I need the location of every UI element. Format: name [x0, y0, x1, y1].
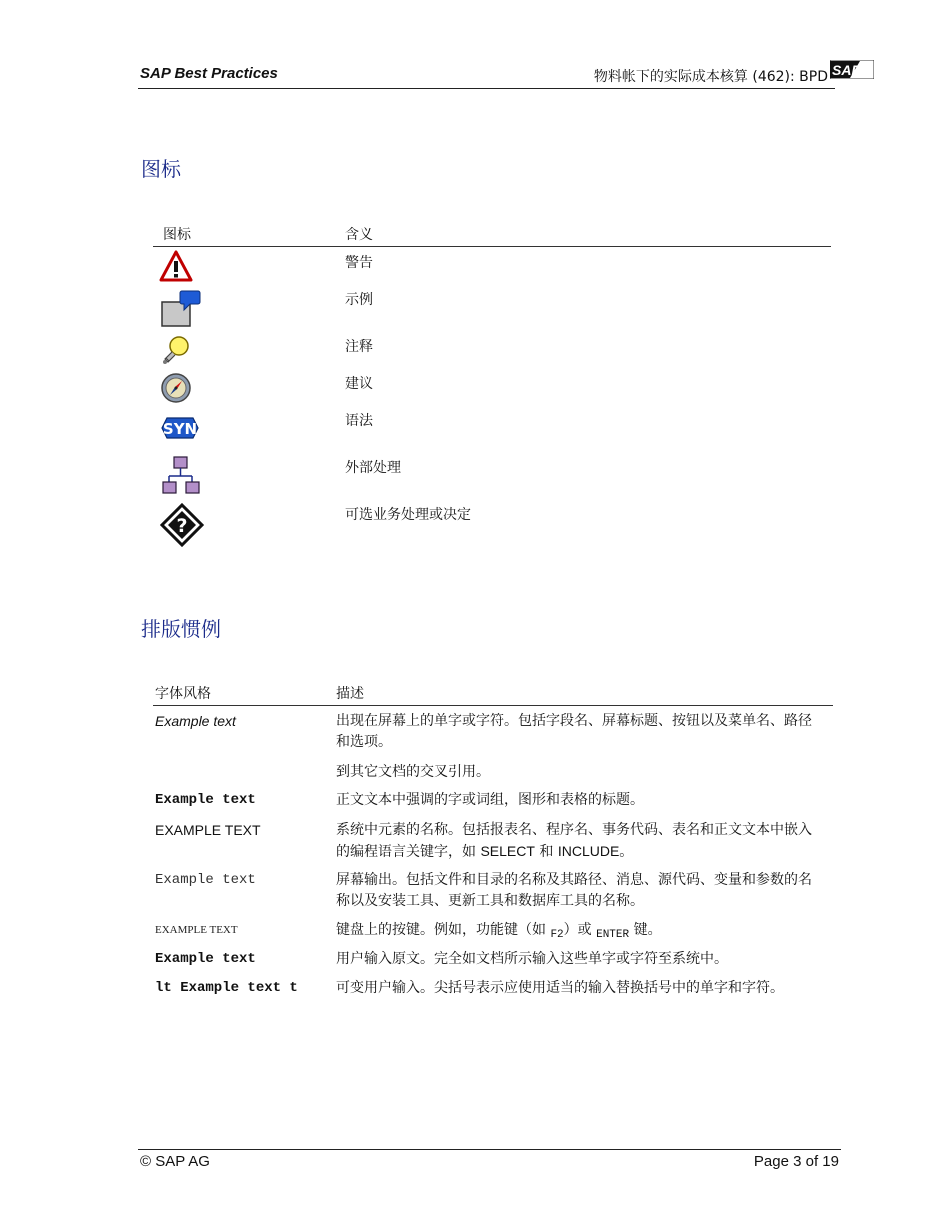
- header-divider: [138, 88, 835, 89]
- footer-copyright: © SAP AG: [140, 1153, 210, 1170]
- meaning-note: 注释: [345, 339, 373, 355]
- style-sample-small-caps: EXAMPLE TEXT: [155, 924, 238, 936]
- svg-text:?: ?: [176, 515, 188, 537]
- keyword-select: SELECT: [480, 843, 535, 859]
- external-process-icon: [161, 456, 201, 496]
- svg-text:SAP: SAP: [832, 62, 861, 78]
- description-system-elements: 系统中元素的名称。包括报表名、程序名、事务代码、表名和正文文本中嵌入的编程语言关键字，如 SELECT 和 INCLUDE。: [336, 822, 812, 860]
- header-document-title: 物料帐下的实际成本核算 (462): BPD: [593, 69, 828, 85]
- typography-section-title: 排版惯例: [141, 617, 221, 641]
- description-user-input: 用户输入原文。完全如文档所示输入这些单字或字符至系统中。: [336, 951, 728, 967]
- description-column-header: 描述: [336, 686, 364, 702]
- warning-icon: [159, 250, 193, 282]
- key-enter: ENTER: [596, 929, 630, 941]
- meaning-warning: 警告: [345, 255, 373, 271]
- header-title: SAP Best Practices: [140, 65, 278, 82]
- keyword-include: INCLUDE: [557, 843, 620, 859]
- syntax-icon: [160, 413, 200, 443]
- sap-logo-icon: [830, 60, 874, 79]
- style-sample-variable-input: lt Example text t: [155, 980, 298, 996]
- meaning-recommendation: 建议: [345, 376, 373, 392]
- meaning-external-process: 外部处理: [345, 460, 401, 476]
- style-sample-italic: Example text: [155, 713, 236, 729]
- description-cross-reference: 到其它文档的交叉引用。: [336, 764, 490, 780]
- meaning-optional-decision: 可选业务处理或决定: [345, 507, 471, 523]
- style-sample-mono: Example text: [155, 872, 256, 888]
- description-emphasis: 正文文本中强调的字或词组，图形和表格的标题。: [336, 792, 644, 808]
- recommendation-compass-icon: [160, 372, 192, 404]
- description-keyboard-keys: 键盘上的按键。例如，功能键（如 $_{F2}$）或 $_{ENTER}$ 键。: [336, 922, 662, 941]
- meaning-syntax: 语法: [345, 413, 373, 429]
- font-style-column-header: 字体风格: [155, 686, 211, 702]
- icon-column-header: 图标: [163, 227, 191, 243]
- description-variable-input: 可变用户输入。尖括号表示应使用适当的输入替换括号中的单字和字符。: [336, 980, 784, 996]
- style-sample-bold-mono: Example text: [155, 792, 256, 808]
- key-f2: F2: [550, 929, 564, 941]
- example-icon: [160, 288, 202, 328]
- icons-table-header-rule: [153, 246, 831, 247]
- typography-table-header-rule: [153, 705, 833, 706]
- icons-section-title: 图标: [141, 157, 181, 181]
- note-lightbulb-icon: [160, 334, 192, 366]
- meaning-example: 示例: [345, 292, 373, 308]
- style-sample-user-input: Example text: [155, 951, 256, 967]
- optional-decision-icon: [160, 503, 204, 547]
- description-screen-output: 屏幕输出。包括文件和目录的名称及其路径、消息、源代码、变量和参数的名称以及安装工具、更新工具和数据库工具的名称。: [336, 872, 812, 909]
- meaning-column-header: 含义: [345, 227, 373, 243]
- svg-text:SYN: SYN: [162, 420, 198, 438]
- style-sample-caps: EXAMPLE TEXT: [155, 822, 261, 838]
- footer-divider: [138, 1149, 841, 1150]
- description-screen-text: 出现在屏幕上的单字或字符。包括字段名、屏幕标题、按钮以及菜单名、路径和选项。: [336, 713, 812, 750]
- footer-page-number: Page 3 of 19: [753, 1153, 839, 1170]
